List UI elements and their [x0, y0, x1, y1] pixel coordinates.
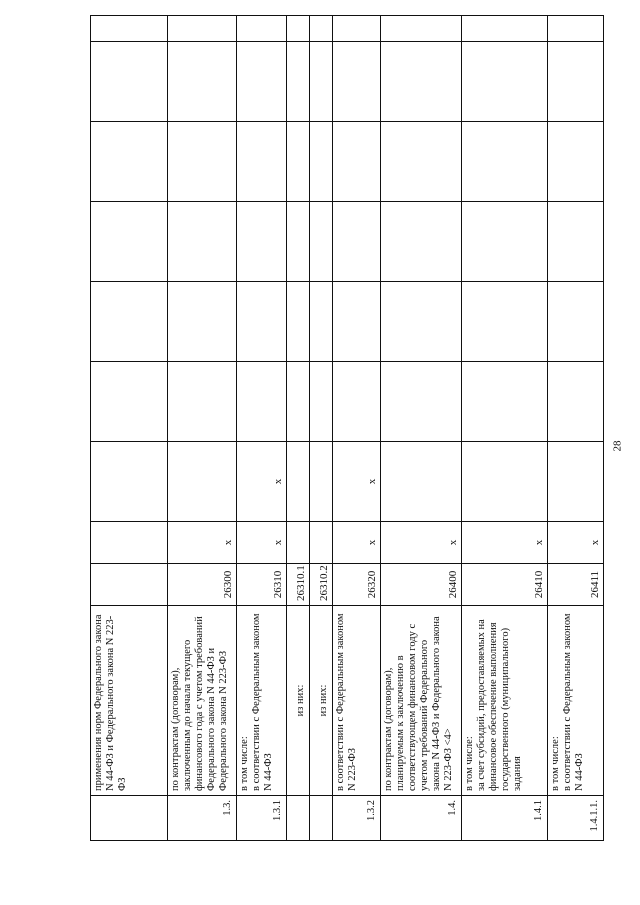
empty-cell — [333, 282, 381, 362]
cell-col2 — [461, 442, 547, 522]
table-row — [547, 16, 603, 841]
empty-cell — [168, 202, 237, 282]
empty-cell — [333, 202, 381, 282]
table-row — [287, 16, 310, 841]
empty-cell — [547, 202, 603, 282]
empty-cell — [381, 16, 461, 42]
empty-cell — [333, 16, 381, 42]
table-row — [461, 16, 547, 841]
empty-cell — [168, 42, 237, 122]
empty-cell — [461, 122, 547, 202]
empty-cell — [237, 362, 287, 442]
page-number: 28 — [611, 440, 624, 452]
empty-cell — [168, 122, 237, 202]
row-code: 26300 — [168, 564, 237, 606]
cell-col1: x — [237, 522, 287, 564]
row-number: 1.4. — [381, 796, 461, 841]
empty-cell — [168, 282, 237, 362]
empty-cell — [381, 42, 461, 122]
empty-cell — [461, 42, 547, 122]
empty-cell — [310, 42, 333, 122]
cell-col2 — [381, 442, 461, 522]
table-row — [333, 16, 381, 841]
empty-cell — [547, 42, 603, 122]
table-row — [168, 16, 237, 841]
cell-col2 — [168, 442, 237, 522]
row-description: из них: — [310, 606, 333, 796]
row-description: в том числе: в соответствии с Федеральным законом N 44-ФЗ — [237, 606, 287, 796]
empty-cell — [287, 202, 310, 282]
empty-cell — [547, 282, 603, 362]
empty-cell — [547, 16, 603, 42]
empty-cell — [168, 362, 237, 442]
row-description: из них: — [287, 606, 310, 796]
row-description: по контрактам (договорам), заключенным до начала текущего финансового года с учетом требований Федерального закона N 44-ФЗ и Федерального закона N 223-ФЗ — [168, 606, 237, 796]
empty-cell — [461, 202, 547, 282]
empty-cell — [310, 362, 333, 442]
empty-cell — [310, 122, 333, 202]
cell-col1 — [287, 522, 310, 564]
row-code: 26410 — [461, 564, 547, 606]
row-description: в том числе: в соответствии с Федеральным законом N 44-ФЗ — [547, 606, 603, 796]
empty-cell — [333, 362, 381, 442]
row-number: 1.3.2 — [333, 796, 381, 841]
empty-cell — [237, 16, 287, 42]
row-description: в том числе: за счет субсидий, предоставляемых на финансовое обеспечение выполнения государственного (муниципального) задания — [461, 606, 547, 796]
empty-cell — [237, 282, 287, 362]
row-code: 26310.1 — [287, 564, 310, 606]
empty-cell — [287, 122, 310, 202]
row-number: 1.3.1 — [237, 796, 287, 841]
cell-col1: x — [461, 522, 547, 564]
empty-cell — [381, 282, 461, 362]
row-number — [310, 796, 333, 841]
empty-cell — [168, 16, 237, 42]
empty-cell — [237, 122, 287, 202]
empty-cell — [461, 282, 547, 362]
row-code: 26400 — [381, 564, 461, 606]
row-number — [287, 796, 310, 841]
header-row — [91, 16, 168, 841]
row-number: 1.4.1.1. — [547, 796, 603, 841]
table-row — [237, 16, 287, 841]
empty-cell — [381, 122, 461, 202]
empty-cell — [310, 16, 333, 42]
row-code: 26411 — [547, 564, 603, 606]
cell-col1: x — [333, 522, 381, 564]
empty-cell — [287, 282, 310, 362]
row-number: 1.3. — [168, 796, 237, 841]
empty-cell — [287, 362, 310, 442]
cell-col2: x — [333, 442, 381, 522]
empty-cell — [310, 202, 333, 282]
cell-col1: x — [547, 522, 603, 564]
row-description: по контрактам (договорам), планируемым к заключению в соответствующем финансовом году с учетом требований Федерального закона N 44-ФЗ и Федерального закона N 223-ФЗ <4> — [381, 606, 461, 796]
rotated-page — [90, 36, 604, 841]
empty-cell — [461, 16, 547, 42]
empty-cell — [287, 42, 310, 122]
empty-cell — [547, 122, 603, 202]
empty-cell — [237, 42, 287, 122]
cell-col1: x — [381, 522, 461, 564]
row-number: 1.4.1 — [461, 796, 547, 841]
empty-cell — [333, 42, 381, 122]
row-description: в соответствии с Федеральным законом N 223-ФЗ — [333, 606, 381, 796]
cell-col2 — [310, 442, 333, 522]
empty-cell — [310, 282, 333, 362]
empty-cell — [547, 362, 603, 442]
plan-table — [90, 15, 604, 841]
cell-col2 — [547, 442, 603, 522]
empty-cell — [381, 202, 461, 282]
cell-col1 — [310, 522, 333, 564]
empty-cell — [287, 16, 310, 42]
cell-col2: x — [237, 442, 287, 522]
cell-col2 — [287, 442, 310, 522]
table-row — [381, 16, 461, 841]
row-code: 26310 — [237, 564, 287, 606]
empty-cell — [461, 362, 547, 442]
row-code: 26320 — [333, 564, 381, 606]
table-body — [91, 16, 604, 841]
empty-cell — [333, 122, 381, 202]
empty-cell — [237, 202, 287, 282]
row-code: 26310.2 — [310, 564, 333, 606]
table-row — [310, 16, 333, 841]
empty-cell — [381, 362, 461, 442]
cell-col1: x — [168, 522, 237, 564]
header-text: применения норм Федерального закона N 44-ФЗ и Федерального закона N 223-ФЗ — [91, 606, 168, 796]
